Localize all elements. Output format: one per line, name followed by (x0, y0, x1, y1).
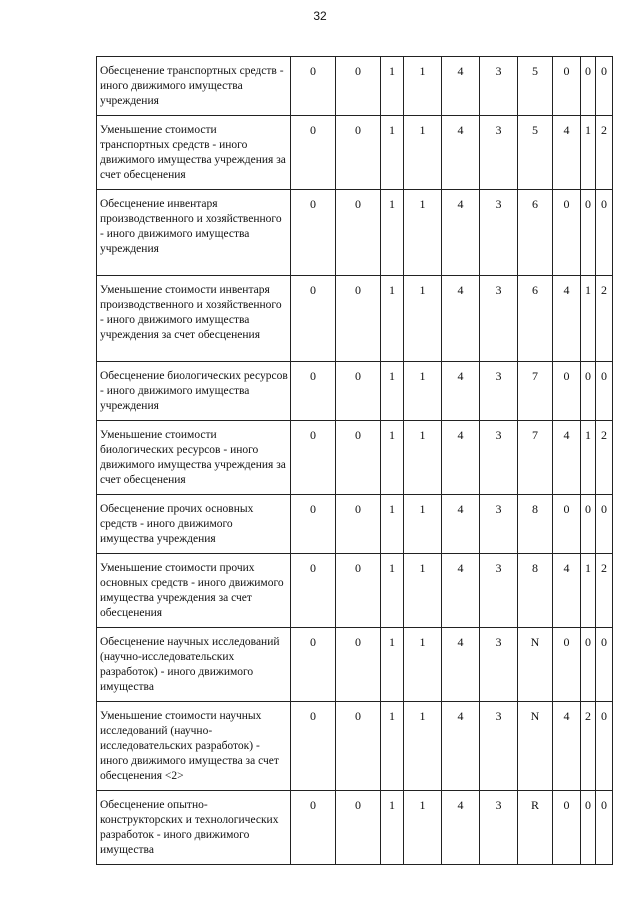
code-digit-cell: 2 (596, 554, 613, 628)
table-row (97, 421, 613, 495)
code-digit-cell: 1 (404, 421, 442, 495)
code-digit-cell: 4 (442, 702, 480, 791)
code-digit-cell: 0 (336, 554, 381, 628)
row-description: Уменьшение стоимости научных исследований (научно-исследовательских разработок) - иного движимого имущества за счет обесценения <2> (97, 702, 291, 791)
code-digit-cell: 1 (404, 702, 442, 791)
code-digit-cell: 3 (480, 57, 518, 116)
table-row (97, 628, 613, 702)
code-digit-cell: 7 (518, 362, 553, 421)
row-description: Обесценение научных исследований (научно-исследовательских разработок) - иного движимого имущества (97, 628, 291, 702)
table-row (97, 116, 613, 190)
code-digit-cell: 1 (381, 554, 404, 628)
code-digit-cell: 0 (581, 362, 596, 421)
code-digit-cell: 1 (381, 495, 404, 554)
code-digit-cell: 0 (336, 421, 381, 495)
code-digit-cell: R (518, 791, 553, 865)
code-digit-cell: 3 (480, 628, 518, 702)
code-digit-cell: 0 (291, 628, 336, 702)
code-digit-cell: 0 (291, 362, 336, 421)
code-digit-cell: 0 (336, 495, 381, 554)
code-digit-cell: 1 (381, 276, 404, 362)
code-digit-cell: 0 (336, 791, 381, 865)
table-row (97, 57, 613, 116)
code-digit-cell: 2 (581, 702, 596, 791)
code-digit-cell: 0 (336, 702, 381, 791)
code-digit-cell: 4 (442, 791, 480, 865)
code-digit-cell: 0 (291, 421, 336, 495)
code-digit-cell: 1 (404, 116, 442, 190)
code-digit-cell: 1 (581, 116, 596, 190)
code-digit-cell: 0 (336, 276, 381, 362)
code-digit-cell: 1 (404, 190, 442, 276)
code-digit-cell: 8 (518, 554, 553, 628)
code-digit-cell: 1 (381, 362, 404, 421)
code-digit-cell: 4 (442, 554, 480, 628)
table-row (97, 791, 613, 865)
code-digit-cell: 5 (518, 116, 553, 190)
table-row (97, 702, 613, 791)
code-digit-cell: 1 (404, 57, 442, 116)
row-description: Обесценение инвентаря производственного и хозяйственного - иного движимого имущества учреждения (97, 190, 291, 276)
code-digit-cell: 3 (480, 495, 518, 554)
row-description: Обесценение прочих основных средств - иного движимого имущества учреждения (97, 495, 291, 554)
code-digit-cell: 3 (480, 791, 518, 865)
code-digit-cell: 0 (596, 702, 613, 791)
code-digit-cell: 0 (581, 495, 596, 554)
page-number: 32 (313, 9, 327, 23)
code-digit-cell: 0 (596, 57, 613, 116)
code-digit-cell: 0 (596, 628, 613, 702)
code-digit-cell: 1 (404, 554, 442, 628)
code-digit-cell: 0 (553, 628, 581, 702)
code-digit-cell: 0 (336, 628, 381, 702)
code-digit-cell: 4 (442, 276, 480, 362)
code-digit-cell: 0 (291, 702, 336, 791)
row-description: Обесценение биологических ресурсов - иного движимого имущества учреждения (97, 362, 291, 421)
code-digit-cell: 3 (480, 116, 518, 190)
table-row (97, 362, 613, 421)
code-digit-cell: 1 (381, 702, 404, 791)
code-digit-cell: 1 (581, 276, 596, 362)
table-row (97, 276, 613, 362)
table-row (97, 190, 613, 276)
code-digit-cell: 0 (553, 362, 581, 421)
row-description: Обесценение транспортных средств - иного движимого имущества учреждения (97, 57, 291, 116)
code-digit-cell: 4 (442, 421, 480, 495)
code-digit-cell: 1 (581, 421, 596, 495)
code-digit-cell: 0 (291, 791, 336, 865)
code-digit-cell: 4 (442, 628, 480, 702)
code-digit-cell: 0 (596, 190, 613, 276)
code-digit-cell: 1 (381, 57, 404, 116)
code-digit-cell: 4 (442, 57, 480, 116)
code-digit-cell: 0 (553, 190, 581, 276)
code-digit-cell: 8 (518, 495, 553, 554)
code-digit-cell: 0 (291, 554, 336, 628)
code-digit-cell: 2 (596, 116, 613, 190)
code-digit-cell: 0 (596, 791, 613, 865)
row-description: Уменьшение стоимости биологических ресурсов - иного движимого имущества учреждения за счет обесценения (97, 421, 291, 495)
table-row (97, 554, 613, 628)
code-digit-cell: 0 (336, 362, 381, 421)
code-digit-cell: 4 (553, 116, 581, 190)
accounts-table (96, 56, 613, 865)
code-digit-cell: 3 (480, 362, 518, 421)
code-digit-cell: 2 (596, 276, 613, 362)
code-digit-cell: 0 (581, 791, 596, 865)
code-digit-cell: 3 (480, 702, 518, 791)
code-digit-cell: 0 (291, 57, 336, 116)
code-digit-cell: 0 (291, 495, 336, 554)
code-digit-cell: 0 (581, 628, 596, 702)
code-digit-cell: 1 (404, 276, 442, 362)
code-digit-cell: 6 (518, 276, 553, 362)
row-description: Уменьшение стоимости транспортных средств - иного движимого имущества учреждения за счет обесценения (97, 116, 291, 190)
code-digit-cell: 0 (553, 495, 581, 554)
code-digit-cell: 4 (442, 190, 480, 276)
code-digit-cell: 4 (442, 362, 480, 421)
code-digit-cell: 7 (518, 421, 553, 495)
code-digit-cell: 4 (553, 702, 581, 791)
code-digit-cell: 0 (336, 116, 381, 190)
code-digit-cell: 0 (291, 190, 336, 276)
code-digit-cell: 0 (553, 57, 581, 116)
code-digit-cell: 4 (442, 116, 480, 190)
code-digit-cell: 1 (381, 190, 404, 276)
code-digit-cell: 0 (581, 57, 596, 116)
code-digit-cell: 0 (553, 791, 581, 865)
code-digit-cell: 3 (480, 421, 518, 495)
table-row (97, 495, 613, 554)
row-description: Уменьшение стоимости прочих основных средств - иного движимого имущества учреждения за счет обесценения (97, 554, 291, 628)
code-digit-cell: 1 (404, 791, 442, 865)
code-digit-cell: 1 (381, 628, 404, 702)
code-digit-cell: 0 (291, 116, 336, 190)
row-description: Уменьшение стоимости инвентаря производственного и хозяйственного - иного движимого имущества учреждения за счет обесценения (97, 276, 291, 362)
row-description: Обесценение опытно-конструкторских и технологических разработок - иного движимого имущества (97, 791, 291, 865)
code-digit-cell: 1 (581, 554, 596, 628)
code-digit-cell: 4 (553, 421, 581, 495)
code-digit-cell: 6 (518, 190, 553, 276)
code-digit-cell: 3 (480, 554, 518, 628)
code-digit-cell: 0 (291, 276, 336, 362)
code-digit-cell: 1 (404, 495, 442, 554)
code-digit-cell: 0 (336, 190, 381, 276)
code-digit-cell: 2 (596, 421, 613, 495)
code-digit-cell: 1 (404, 362, 442, 421)
code-digit-cell: 4 (442, 495, 480, 554)
code-digit-cell: N (518, 702, 553, 791)
code-digit-cell: 3 (480, 190, 518, 276)
code-digit-cell: 0 (581, 190, 596, 276)
code-digit-cell: 4 (553, 276, 581, 362)
code-digit-cell: 3 (480, 276, 518, 362)
code-digit-cell: 0 (336, 57, 381, 116)
code-digit-cell: 0 (596, 495, 613, 554)
code-digit-cell: 0 (596, 362, 613, 421)
code-digit-cell: 1 (381, 791, 404, 865)
code-digit-cell: 1 (381, 421, 404, 495)
code-digit-cell: 1 (381, 116, 404, 190)
code-digit-cell: 4 (553, 554, 581, 628)
code-digit-cell: 1 (404, 628, 442, 702)
code-digit-cell: 5 (518, 57, 553, 116)
code-digit-cell: N (518, 628, 553, 702)
